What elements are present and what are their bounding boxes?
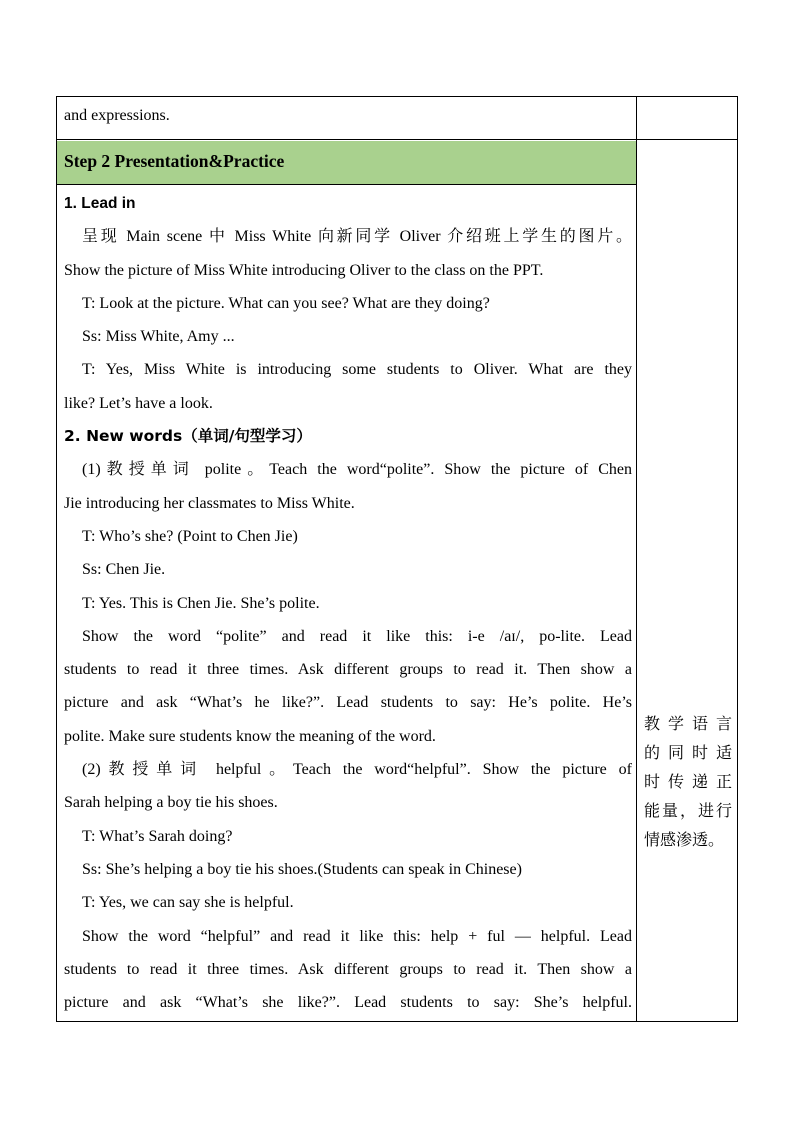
paragraph-line: polite. Make sure students know the meaning of the word.	[64, 727, 436, 745]
side-note	[644, 709, 732, 854]
paragraph-line: Jie introducing her classmates to Miss White.	[64, 494, 355, 512]
paragraph-line: Sarah helping a boy tie his shoes.	[64, 794, 278, 812]
dialogue-line: T: Who’s she? (Point to Chen Jie)	[82, 527, 298, 545]
paragraph-line: (2)教授单词 helpful。Teach the word“helpful”. Show the picture of	[82, 761, 632, 779]
dialogue-line: T: What’s Sarah doing?	[82, 827, 233, 845]
paragraph-line: 呈现 Main scene 中 Miss White 向新同学 Oliver 介绍班上学生的图片。	[82, 228, 632, 246]
paragraph-line: students to read it three times. Ask different groups to read it. Then show a	[64, 960, 632, 978]
step-header	[57, 141, 636, 184]
paragraph-line: students to read it three times. Ask different groups to read it. Then show a	[64, 661, 632, 679]
dialogue-line: like? Let’s have a look.	[64, 394, 213, 412]
paragraph-line: (1)教授单词 polite。Teach the word“polite”. Show the picture of Chen	[82, 461, 632, 479]
row-divider	[57, 139, 737, 140]
side-note-line: 能量，进行	[644, 801, 732, 820]
side-note-line: 情感渗透。	[644, 830, 725, 849]
dialogue-line: T: Yes. This is Chen Jie. She’s polite.	[82, 594, 320, 612]
dialogue-line: T: Look at the picture. What can you see? What are they doing?	[82, 294, 490, 312]
dialogue-line: T: Yes, Miss White is introducing some students to Oliver. What are they	[82, 361, 632, 379]
dialogue-line: Ss: Chen Jie.	[82, 561, 166, 579]
step-title: Step 2 Presentation&Practice	[64, 151, 285, 171]
column-divider	[636, 97, 637, 1021]
section-heading-new-words: 2. New words（单词/句型学习）	[64, 427, 312, 446]
paragraph-line: Show the word “polite” and read it like this: i-e /aɪ/, po-lite. Lead	[82, 627, 632, 645]
paragraph-line: Show the picture of Miss White introducing Oliver to the class on the PPT.	[64, 261, 544, 279]
lesson-plan-table	[56, 96, 738, 1022]
dialogue-line: Ss: Miss White, Amy ...	[82, 328, 235, 346]
paragraph-line: picture and ask “What’s he like?”. Lead students to say: He’s polite. He’s	[64, 694, 632, 712]
previous-row-text: and expressions.	[64, 107, 170, 124]
dialogue-line: T: Yes, we can say she is helpful.	[82, 894, 294, 912]
paragraph-line: Show the word “helpful” and read it like this: help + ful — helpful. Lead	[82, 927, 632, 945]
section-heading-lead-in: 1. Lead in	[64, 195, 136, 212]
row-divider	[57, 184, 636, 185]
side-note-line: 的同时适	[644, 743, 732, 762]
side-note-line: 时传递正	[644, 772, 732, 791]
paragraph-line: picture and ask “What’s she like?”. Lead students to say: She’s helpful.	[64, 994, 632, 1012]
dialogue-line: Ss: She’s helping a boy tie his shoes.(Students can speak in Chinese)	[82, 860, 522, 878]
side-note-line: 教学语言	[644, 714, 732, 733]
step-content	[64, 187, 632, 1019]
